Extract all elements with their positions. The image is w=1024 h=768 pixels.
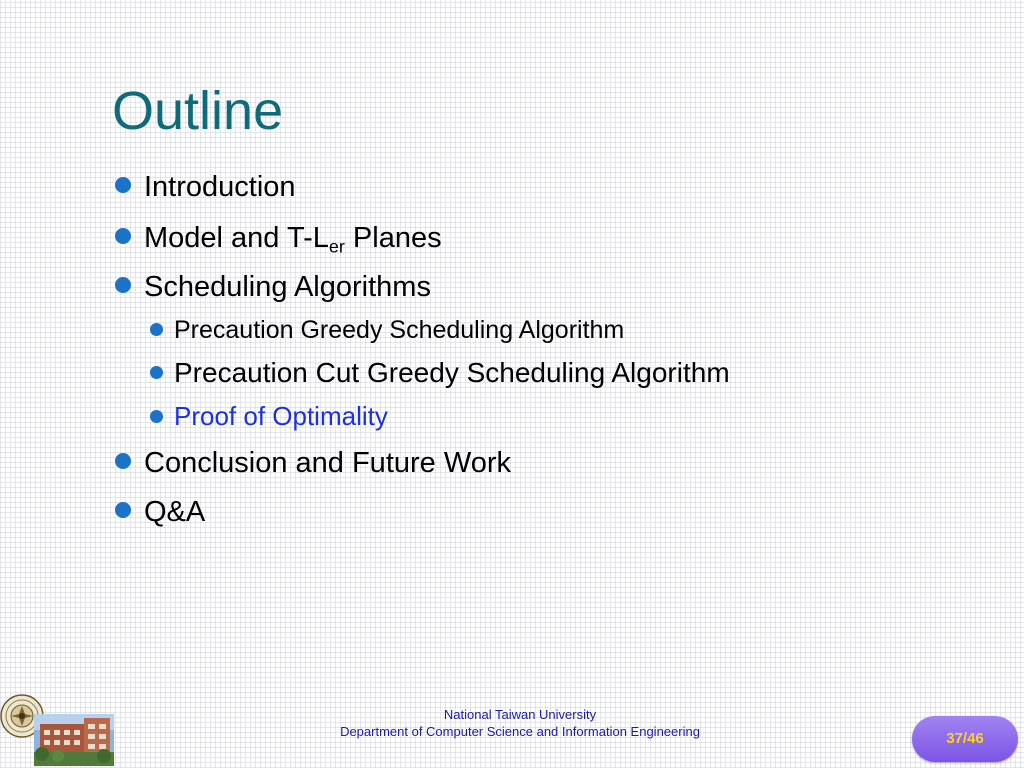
outline-subitem-label-current: Proof of Optimality bbox=[174, 401, 388, 431]
slide-title: Outline bbox=[112, 81, 284, 141]
page-separator: / bbox=[962, 730, 968, 747]
outline-subitem-proof-of-optimality bbox=[150, 403, 388, 429]
page-total: 46 bbox=[967, 730, 984, 747]
bullet-icon bbox=[115, 228, 131, 244]
bullet-icon bbox=[115, 502, 131, 518]
outline-item-label: Scheduling Algorithms bbox=[144, 271, 431, 303]
bullet-icon bbox=[115, 277, 131, 293]
outline-item-scheduling bbox=[115, 273, 431, 302]
footer-institution: National Taiwan University bbox=[443, 707, 597, 722]
outline-subitem-label: Precaution Greedy Scheduling Algorithm bbox=[174, 316, 625, 344]
outline-item-qa bbox=[115, 498, 205, 527]
bullet-icon bbox=[150, 366, 163, 379]
outline-item-model bbox=[115, 222, 442, 257]
outline-item-introduction bbox=[115, 173, 296, 202]
outline-item-label: Introduction bbox=[144, 171, 296, 203]
bullet-icon bbox=[115, 453, 131, 469]
outline-item-label: Model and $T-L_{er}$ Planes bbox=[144, 222, 442, 257]
outline-subitem-label: Precaution Cut Greedy Scheduling Algorithm bbox=[174, 357, 730, 388]
outline-subitem-precaution-greedy bbox=[150, 318, 624, 343]
footer bbox=[300, 706, 740, 740]
outline-item-label: Q&A bbox=[144, 496, 206, 528]
page-number-badge bbox=[912, 716, 1018, 762]
bullet-icon bbox=[150, 410, 163, 423]
bullet-icon bbox=[115, 177, 131, 193]
outline-item-conclusion bbox=[115, 449, 511, 478]
bullet-icon bbox=[150, 323, 163, 336]
outline-subitem-precaution-cut-greedy bbox=[150, 359, 730, 387]
campus-building-photo bbox=[34, 714, 114, 766]
footer-department: Department of Computer Science and Information Engineering bbox=[340, 724, 700, 739]
outline-item-label: Conclusion and Future Work bbox=[144, 447, 511, 479]
page-current: 37 bbox=[946, 730, 963, 747]
subscript-er: er bbox=[328, 236, 345, 257]
